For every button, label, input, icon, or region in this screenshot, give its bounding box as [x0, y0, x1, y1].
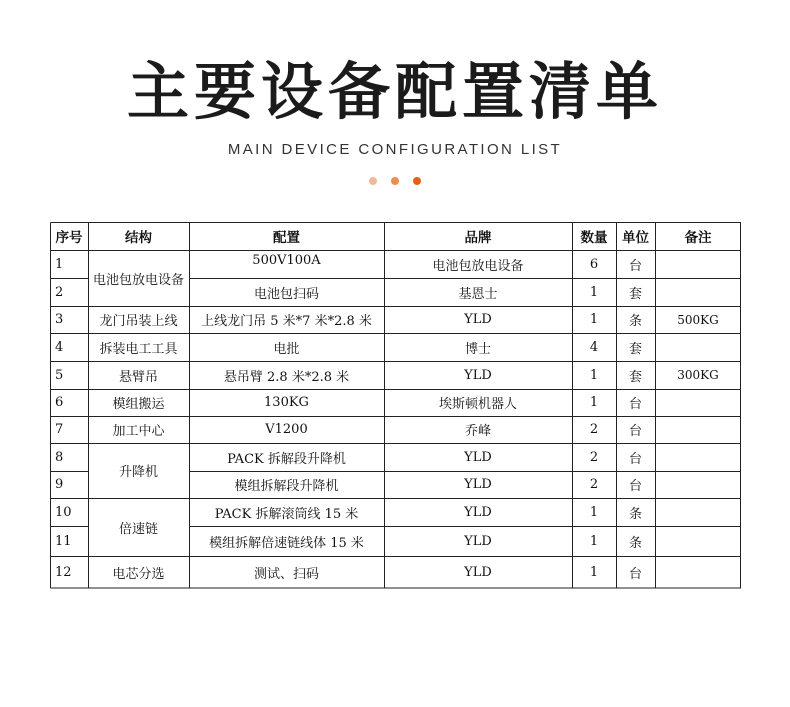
cell-unit: 台 [628, 397, 642, 412]
cell-brand: 乔峰 [464, 424, 491, 439]
cell-index: 1 [55, 256, 64, 272]
cell-config: V1200 [265, 422, 308, 437]
cell-config: 上线龙门吊 5 米*7 米*2.8 米 [201, 314, 372, 329]
cell-unit: 套 [628, 369, 642, 385]
header-structure: 结构 [125, 230, 152, 246]
cell-index: 8 [55, 449, 64, 465]
cell-quantity: 6 [589, 256, 599, 272]
cell-quantity: 1 [589, 312, 599, 327]
cell-quantity: 1 [589, 533, 599, 549]
cell-config: 悬吊臂 2.8 米*2.8 米 [223, 369, 350, 385]
cell-brand: 博士 [464, 341, 491, 357]
cell-remark [655, 333, 741, 361]
cell-config: 电批 [273, 341, 300, 357]
cell-quantity: 4 [589, 339, 599, 355]
cell-brand: 基恩士 [458, 286, 498, 302]
cell-unit: 套 [628, 341, 642, 357]
cell-quantity: 1 [589, 284, 599, 300]
cell-quantity: 1 [589, 367, 599, 383]
cell-config: 500V100A [252, 253, 321, 268]
cell-brand: 电池包放电设备 [432, 258, 524, 274]
cell-index: 12 [55, 564, 72, 580]
cell-structure: 倍速链 [118, 521, 158, 537]
cell-brand: YLD [464, 504, 492, 520]
header-brand: 品牌 [464, 230, 492, 246]
cell-unit: 台 [628, 479, 642, 494]
cell-quantity: 1 [589, 395, 599, 410]
cell-structure: 拆装电工工具 [99, 341, 178, 357]
cell-index: 9 [55, 477, 64, 492]
cell-remark: 500KG [677, 312, 719, 327]
cell-unit: 台 [628, 424, 642, 439]
cell-index: 7 [55, 422, 64, 437]
decorative-dots [0, 177, 790, 185]
cell-config: 模组拆解倍速链线体 15 米 [209, 535, 364, 551]
cell-remark [655, 250, 741, 278]
header-index: 序号 [55, 230, 83, 246]
cell-remark [655, 526, 741, 556]
dot-medium [391, 177, 399, 185]
header-unit: 单位 [622, 230, 649, 246]
cell-index: 3 [55, 312, 64, 327]
cell-structure: 模组搬运 [112, 397, 165, 412]
cell-structure: 加工中心 [112, 424, 165, 439]
dot-dark [413, 177, 421, 185]
cell-remark [655, 443, 741, 471]
cell-unit: 台 [628, 258, 642, 274]
cell-quantity: 2 [589, 477, 599, 492]
cell-unit: 条 [628, 506, 642, 522]
cell-quantity: 2 [589, 449, 599, 465]
cell-brand: YLD [464, 477, 492, 492]
cell-index: 2 [55, 284, 64, 300]
cell-brand: YLD [464, 367, 492, 383]
cell-brand: YLD [464, 533, 492, 549]
cell-config: 电池包扫码 [253, 286, 319, 302]
cell-structure: 升降机 [118, 465, 158, 480]
cell-unit: 台 [628, 566, 642, 582]
cell-index: 4 [55, 339, 64, 355]
page-subtitle: MAIN DEVICE CONFIGURATION LIST [227, 141, 563, 158]
cell-brand: 埃斯顿机器人 [438, 397, 517, 412]
cell-config: PACK 拆解段升降机 [227, 451, 346, 467]
cell-remark [655, 471, 741, 498]
cell-remark [655, 498, 741, 526]
cell-config: 130KG [264, 395, 309, 410]
header-remark: 备注 [684, 230, 712, 246]
cell-index: 5 [55, 367, 64, 383]
cell-config: 测试、扫码 [253, 566, 319, 582]
cell-quantity: 2 [589, 422, 599, 437]
header-quantity: 数量 [580, 230, 608, 246]
cell-brand: YLD [464, 564, 492, 580]
cell-quantity: 1 [589, 564, 599, 580]
cell-index: 10 [55, 504, 72, 520]
cell-remark [655, 389, 741, 416]
cell-remark [655, 416, 741, 443]
cell-index: 6 [55, 395, 64, 410]
cell-structure: 龙门吊装上线 [99, 314, 178, 329]
cell-structure: 悬臂吊 [118, 369, 158, 385]
cell-remark: 300KG [677, 368, 719, 382]
cell-structure: 电池包放电设备 [92, 272, 184, 288]
page-title: 主要设备配置清单 [126, 55, 663, 128]
cell-unit: 条 [628, 535, 642, 551]
dot-light [369, 177, 377, 185]
cell-structure: 电芯分选 [112, 566, 165, 582]
cell-quantity: 1 [589, 504, 599, 520]
cell-index: 11 [55, 533, 72, 549]
cell-remark [655, 556, 741, 588]
cell-config: 模组拆解段升降机 [234, 479, 339, 494]
cell-remark [655, 278, 741, 306]
cell-unit: 套 [628, 286, 642, 302]
cell-config: PACK 拆解滚筒线 15 米 [214, 506, 359, 522]
cell-brand: YLD [464, 449, 492, 465]
cell-unit: 条 [628, 314, 642, 329]
cell-unit: 台 [628, 451, 642, 467]
header-config: 配置 [273, 230, 300, 246]
cell-brand: YLD [464, 312, 492, 327]
equipment-table [50, 222, 741, 588]
